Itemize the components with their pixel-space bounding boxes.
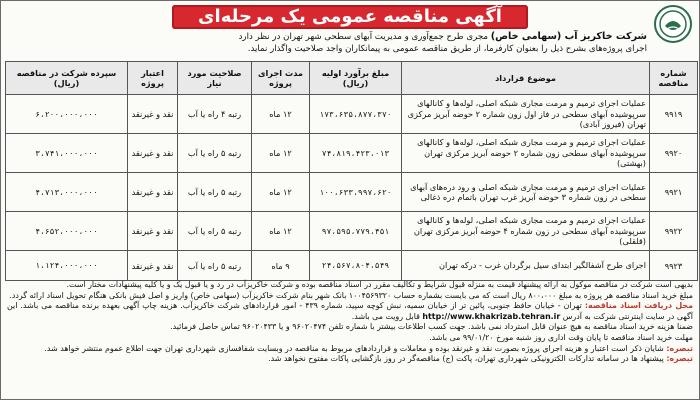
note-label: تبصره: [666,354,693,364]
title-banner [1,5,699,31]
contract-subject: عملیات اجرای ترمیم و مرمت مجاری شبکه اصلی و رود دره‌های آبهای سطحی در زون شماره ۳ حوضه آبریز غرب تهران باتمام دره ذغالی [402,173,650,212]
tender-number: ۹۹۲۰ [650,134,698,173]
notes-section [7,280,693,365]
qualification: رتبه ۵ راه یا آب [178,134,252,173]
note-paragraph: ضمنا هزینه خرید اسناد مناقصه به هیچ عنوان قابل استرداد نمی باشد. جهت کسب اطلاعات بیشتر با شماره تلفن ۹۶۰۲۰۴۷۴ و یا ۹۶۰۲۰۴۳۳ تماس حاصل فرمائید. [170,322,693,332]
intro-text [93,31,647,55]
duration: ۱۲ ماه [252,134,310,173]
col-header-deposit: سپرده شرکت در مناقصه (ریال) [6,62,128,95]
website-suffix: قابل رویت می باشد. [351,311,420,321]
credit-type: نقد و غیرنقد [128,173,178,212]
table-row [6,134,698,173]
qualification: رتبه ۴ راه یا آب [178,95,252,134]
table-row [6,251,698,281]
tender-number: ۹۹۲۱ [650,173,698,212]
contract-subject: اجرای طرح آشفالگیر ابتدای سیل برگردان غرب - درکه تهران [402,251,650,281]
col-header-number: شماره مناقصه [650,62,698,95]
tender-number: ۹۹۲۲ [650,212,698,251]
credit-type: نقد و غیرنقد [128,212,178,251]
col-header-credit: اعتبار پروژه [128,62,178,95]
duration: ۱۲ ماه [252,95,310,134]
credit-type: نقد و غیرنقد [128,95,178,134]
documents-location-text: تهران - خیابان حافظ جنوبی، پائین تر از خیابان سمیه، نبش کوچه سپید، شماره ۴۳۹ - امور قراردادهای شرکت خاکریزآب. هزینه چاپ آگهی بعهده برنده مناقصه می باشد. این آگهی در سایت اینترنتی شرکت به آدرس [7,301,693,321]
intro-line-2: اجرای پروژه‌های بشرح ذیل را بعنوان کارفرما، از طریق مناقصه عمومی به پیمانکاران واجد صلاحیت واگذار نماید. [247,44,647,54]
deposit-amount: ۶،۲۰۰،۰۰۰،۰۰۰ [6,95,128,134]
page-title: آگهی مناقصه عمومی یک مرحله‌ای [172,5,528,29]
intro-line-1: مجری طرح جمع‌آوری و مدیریت آبهای سطحی شهر تهران در نظر دارد [238,32,488,42]
note-paragraph: بدیهی است شرکت در مناقصه موکول به ارائه پیشنهاد قیمت به منزله قبول شرایط و تکالیف مقرر در اسناد مناقصه بوده و شرکت خاکریزآب در رد و یا قبول یک و یا کلیه پیشنهادات مختار است. [66,280,693,289]
contract-subject: عملیات اجرای ترمیم و مرمت مجاری شبکه اصلی، لوله‌ها و کانالهای سرپوشیده آبهای سطحی زون شماره ۲ حوضه آبریز مرکزی تهران (بهشتی) [402,134,650,173]
col-header-subject: موضوع قرارداد [402,62,650,95]
duration: ۱۲ ماه [252,212,310,251]
note-paragraph [7,344,693,355]
tender-table [5,61,698,281]
table-row [6,173,698,212]
qualification: رتبه ۵ راه یا آب [178,212,252,251]
deposit-amount: ۴،۶۵۲،۰۰۰،۰۰۰ [6,212,128,251]
note-text: پیشنهاد ها در سامانه تدارکات الکترونیکی شهرداری تهران، پاکت (ج) مناقصه‌گر در روز بازگشایی پاکات مفتوح نخواهد شد. [268,354,664,364]
contract-subject: عملیات اجرای ترمیم و مرمت مجاری شبکه اصلی، لوله‌ها و کانالهای سرپوشیده آبهای سطحی در فاز اول زون شماره ۲ حوضه آبریز مرکزی تهران (فیروز آبادی) [402,95,650,134]
note-paragraph [7,354,693,365]
note-label: تبصره: [666,343,693,353]
website-link[interactable]: http://www.khakrizab.tehran.ir [422,311,561,321]
qualification: رتبه ۵ راه یا آب [178,251,252,281]
duration: ۹ ماه [252,251,310,281]
col-header-estimate: مبلغ برآورد اولیه (ریال) [310,62,402,95]
note-paragraph: مهلت خرید اسناد مناقصه تا پایان وقت اداری روز شنبه مورخ ۹۹/۰۱/۲۰ می باشد. [429,332,693,342]
documents-location-label: محل دریافت اسناد مناقصه: [584,301,693,311]
deposit-amount: ۱،۱۲۴،۰۰۰،۰۰۰ [6,251,128,281]
credit-type: نقد و غیرنقد [128,134,178,173]
col-header-qualification: صلاحیت مورد نیاز [178,62,252,95]
estimate-amount: ۱۷۳،۶۳۵،۸۷۷،۳۷۰ [310,95,402,134]
contract-subject: عملیات اجرای ترمیم و مرمت مجاری شبکه اصلی، لوله‌ها و کانالهای سرپوشیده آبهای سطحی در زون شماره ۴ حوضه آبریز مرکزی تهران (قلقلی) [402,212,650,251]
table-row [6,95,698,134]
table-header-row [6,62,698,95]
note-paragraph [7,301,693,322]
tender-number: ۹۹۱۹ [650,95,698,134]
credit-type: نقد و غیرنقد [128,251,178,281]
tender-number: ۹۹۲۳ [650,251,698,281]
estimate-amount: ۱۰۰،۶۳۳،۹۹۷،۶۲۰ [310,173,402,212]
note-paragraph: مبلغ خرید اسناد مناقصه هر پروژه به مبلغ ۸۰۰،۰۰۰ ریال است که می بایست بشماره حساب ۱۰۰۴۵۶۹۳۲۰ بانک شهر بنام شرکت خاکریزآب (سهامی خاص) واریز و اصل فیش بانکی هنگام تحویل اسناد ارائه گردد. [9,290,693,300]
table-row [6,212,698,251]
qualification: رتبه ۵ راه یا آب [178,173,252,212]
duration: ۱۲ ماه [252,173,310,212]
note-text: شایان ذکر است اعتبار و هزینه اجرای پروژه بصورت نقد و غیرنقد بوده و معاملات و قراردادهای مربوط به مناقصه در وبسایت شفافسازی شهرداری تهران جهت اطلاع عموم منتشر خواهد شد. [44,343,664,353]
estimate-amount: ۷۴،۸۱۹،۴۲۳،۰۱۳ [310,134,402,173]
estimate-amount: ۲۴،۵۶۷،۸۰۴،۵۴۹ [310,251,402,281]
company-name: شرکت خاکریز آب (سهامی خاص) [490,31,647,42]
deposit-amount: ۴،۷۱۳،۰۰۰،۰۰۰ [6,173,128,212]
col-header-duration: مدت اجرای پروژه [252,62,310,95]
deposit-amount: ۳،۷۴۱،۰۰۰،۰۰۰ [6,134,128,173]
estimate-amount: ۹۷،۵۹۵،۷۷۹،۴۵۱ [310,212,402,251]
